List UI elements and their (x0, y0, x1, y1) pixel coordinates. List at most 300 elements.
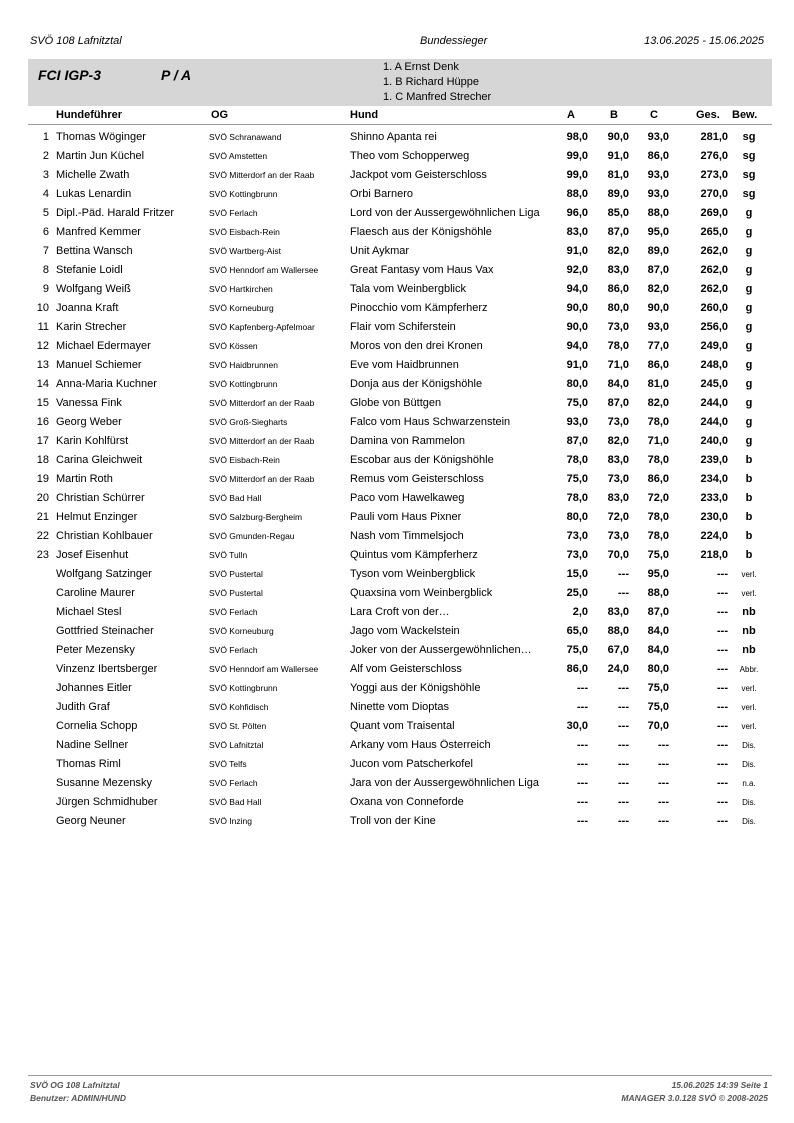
row-rating: verl. (741, 684, 757, 693)
table-row (28, 735, 772, 754)
row-score-c: 77,0 (647, 340, 669, 352)
row-og: SVÖ Hartkirchen (209, 284, 273, 294)
row-score-b: 85,0 (607, 207, 629, 219)
judge-b: 1. B Richard Hüppe (383, 76, 479, 88)
row-handler: Michelle Zwath (56, 169, 130, 181)
row-handler: Karin Strecher (56, 321, 127, 333)
row-total: 230,0 (700, 511, 728, 523)
row-score-c: 86,0 (647, 150, 669, 162)
row-score-c: 88,0 (647, 207, 669, 219)
row-score-a: --- (577, 758, 588, 770)
row-rank: 17 (36, 435, 49, 447)
row-score-c: --- (658, 796, 669, 808)
row-score-b: 24,0 (607, 663, 629, 675)
row-score-c: 93,0 (647, 169, 669, 181)
row-og: SVÖ Haidbrunnen (209, 360, 278, 370)
row-total: 234,0 (700, 473, 728, 485)
row-rating: nb (742, 625, 756, 637)
col-rating: Bew. (732, 109, 758, 121)
row-rating: Abbr. (739, 665, 759, 674)
row-rating: n.a. (742, 779, 756, 788)
row-score-b: 83,0 (607, 606, 629, 618)
row-handler: Peter Mezensky (56, 644, 135, 656)
row-score-c: 78,0 (647, 511, 669, 523)
row-dog: Shinno Apanta rei (350, 131, 437, 143)
row-rank: 19 (36, 473, 49, 485)
row-dog: Oxana von Conneforde (350, 796, 464, 808)
row-og: SVÖ Kottingbrunn (209, 189, 278, 199)
row-dog: Jackpot vom Geisterschloss (350, 169, 487, 181)
table-row (28, 583, 772, 602)
row-score-a: 78,0 (566, 492, 588, 504)
row-rating: b (745, 492, 753, 504)
col-c: C (650, 109, 658, 121)
row-handler: Judith Graf (56, 701, 110, 713)
row-rating: g (745, 416, 753, 428)
table-row (28, 146, 772, 165)
row-dog: Theo vom Schopperweg (350, 150, 470, 162)
row-score-b: 89,0 (607, 188, 629, 200)
table-row (28, 469, 772, 488)
row-score-b: 81,0 (607, 169, 629, 181)
row-og: SVÖ Mitterdorf an der Raab (209, 398, 315, 408)
table-row (28, 412, 772, 431)
row-rank: 15 (36, 397, 49, 409)
row-total: --- (717, 758, 728, 770)
row-rating: b (745, 530, 753, 542)
row-handler: Lukas Lenardin (56, 188, 132, 200)
row-dog: Joker von der Aussergewöhnlichen… (350, 644, 532, 656)
row-handler: Wolfgang Weiß (56, 283, 131, 295)
row-score-a: 90,0 (566, 321, 588, 333)
row-score-c: 81,0 (647, 378, 669, 390)
row-score-a: 73,0 (566, 530, 588, 542)
row-score-c: 80,0 (647, 663, 669, 675)
row-score-b: 83,0 (607, 454, 629, 466)
row-score-a: 93,0 (566, 416, 588, 428)
row-og: SVÖ Bad Hall (209, 493, 262, 503)
table-row (28, 127, 772, 146)
row-score-a: --- (577, 701, 588, 713)
row-score-c: 78,0 (647, 454, 669, 466)
row-total: --- (717, 777, 728, 789)
row-dog: Donja aus der Königshöhle (350, 378, 483, 390)
row-handler: Anna-Maria Kuchner (56, 378, 157, 390)
row-rank: 10 (36, 302, 49, 314)
row-handler: Vanessa Fink (56, 397, 122, 409)
results-table (28, 127, 772, 830)
row-og: SVÖ St. Pölten (209, 721, 267, 731)
row-rank: 23 (36, 549, 49, 561)
row-score-a: 87,0 (566, 435, 588, 447)
row-og: SVÖ Groß-Siegharts (209, 417, 288, 427)
row-og: SVÖ Bad Hall (209, 797, 262, 807)
row-handler: Manfred Kemmer (56, 226, 141, 238)
row-og: SVÖ Kottingbrunn (209, 683, 278, 693)
row-dog: Flaesch aus der Königshöhle (350, 226, 492, 238)
row-score-c: --- (658, 815, 669, 827)
row-rank: 6 (42, 226, 49, 238)
table-row (28, 374, 772, 393)
col-total: Ges. (696, 109, 720, 121)
table-row (28, 431, 772, 450)
footer-club: SVÖ OG 108 Lafnitztal (30, 1080, 120, 1090)
row-score-a: 88,0 (566, 188, 588, 200)
row-dog: Remus vom Geisterschloss (350, 473, 484, 485)
row-handler: Karin Kohlfürst (56, 435, 129, 447)
table-row (28, 545, 772, 564)
row-score-c: 70,0 (647, 720, 669, 732)
row-rating: sg (742, 188, 756, 200)
row-rank: 1 (42, 131, 49, 143)
row-dog: Quintus vom Kämpferherz (350, 549, 478, 561)
row-handler: Manuel Schiemer (56, 359, 142, 371)
row-score-a: --- (577, 796, 588, 808)
row-score-b: 82,0 (607, 245, 629, 257)
row-score-b: 71,0 (607, 359, 629, 371)
col-dog: Hund (350, 109, 379, 121)
row-rank: 21 (36, 511, 49, 523)
row-total: 269,0 (700, 207, 728, 219)
row-score-b: 73,0 (607, 530, 629, 542)
row-score-b: 90,0 (607, 131, 629, 143)
judges-list (383, 60, 491, 105)
row-score-a: 75,0 (566, 397, 588, 409)
row-handler: Christian Kohlbauer (56, 530, 153, 542)
row-dog: Paco vom Hawelkaweg (350, 492, 465, 504)
row-dog: Yoggi aus der Königshöhle (350, 682, 481, 694)
row-total: 256,0 (700, 321, 728, 333)
table-row (28, 564, 772, 583)
row-score-a: 2,0 (572, 606, 588, 618)
row-og: SVÖ Telfs (209, 759, 247, 769)
row-score-b: --- (618, 568, 629, 580)
row-dog: Great Fantasy vom Haus Vax (350, 264, 494, 276)
footer-user: Benutzer: ADMIN/HUND (30, 1093, 127, 1103)
row-score-c: 87,0 (647, 264, 669, 276)
row-score-a: 96,0 (566, 207, 588, 219)
row-score-c: 84,0 (647, 625, 669, 637)
table-row (28, 773, 772, 792)
row-score-c: --- (658, 758, 669, 770)
event-title: Bundessieger (420, 35, 488, 47)
row-score-b: 83,0 (607, 264, 629, 276)
row-handler: Michael Edermayer (56, 340, 151, 352)
row-score-a: --- (577, 777, 588, 789)
judge-a: 1. A Ernst Denk (383, 61, 459, 73)
row-rating: g (745, 435, 753, 447)
row-rating: g (745, 283, 753, 295)
row-score-b: 70,0 (607, 549, 629, 561)
row-handler: Helmut Enzinger (56, 511, 138, 523)
row-rank: 5 (42, 207, 49, 219)
row-og: SVÖ Schranawand (209, 132, 282, 142)
table-row (28, 488, 772, 507)
row-score-a: 91,0 (566, 359, 588, 371)
row-rank: 8 (42, 264, 49, 276)
row-score-a: 99,0 (566, 150, 588, 162)
row-rating: g (745, 302, 753, 314)
row-rating: g (745, 226, 753, 238)
row-og: SVÖ Gmunden-Regau (209, 531, 295, 541)
row-dog: Jucon vom Patscherkofel (350, 758, 473, 770)
row-score-a: 75,0 (566, 644, 588, 656)
row-total: 240,0 (700, 435, 728, 447)
row-dog: Globe von Büttgen (350, 397, 442, 409)
row-handler: Michael Stesl (56, 606, 122, 618)
row-handler: Georg Weber (56, 416, 122, 428)
row-handler: Johannes Eitler (56, 682, 132, 694)
row-handler: Dipl.-Päd. Harald Fritzer (56, 207, 174, 219)
table-row (28, 336, 772, 355)
row-score-a: --- (577, 739, 588, 751)
row-rating: g (745, 359, 753, 371)
row-score-b: 87,0 (607, 397, 629, 409)
row-score-b: 84,0 (607, 378, 629, 390)
row-score-c: --- (658, 777, 669, 789)
row-rank: 13 (36, 359, 49, 371)
row-score-c: 78,0 (647, 530, 669, 542)
table-row (28, 165, 772, 184)
row-score-b: 78,0 (607, 340, 629, 352)
row-score-b: --- (618, 815, 629, 827)
row-dog: Ninette vom Dioptas (350, 701, 450, 713)
row-og: SVÖ Mitterdorf an der Raab (209, 474, 315, 484)
row-score-c: 89,0 (647, 245, 669, 257)
row-og: SVÖ Pustertal (209, 569, 263, 579)
row-score-b: --- (618, 739, 629, 751)
row-score-c: 88,0 (647, 587, 669, 599)
row-score-a: 86,0 (566, 663, 588, 675)
row-total: 245,0 (700, 378, 728, 390)
row-rating: verl. (741, 589, 757, 598)
row-score-b: 88,0 (607, 625, 629, 637)
row-total: 270,0 (700, 188, 728, 200)
row-score-a: 91,0 (566, 245, 588, 257)
row-score-a: --- (577, 682, 588, 694)
table-row (28, 754, 772, 773)
class-label: FCI IGP-3 (38, 67, 102, 83)
row-total: --- (717, 625, 728, 637)
row-og: SVÖ Mitterdorf an der Raab (209, 436, 315, 446)
row-og: SVÖ Kottingbrunn (209, 379, 278, 389)
row-score-a: 80,0 (566, 511, 588, 523)
row-rating: verl. (741, 722, 757, 731)
event-dates: 13.06.2025 - 15.06.2025 (644, 35, 764, 47)
row-score-c: 93,0 (647, 131, 669, 143)
row-handler: Christian Schürrer (56, 492, 145, 504)
row-rank: 12 (36, 340, 49, 352)
row-dog: Jago vom Wackelstein (350, 625, 460, 637)
table-row (28, 811, 772, 830)
row-score-a: 99,0 (566, 169, 588, 181)
row-rating: g (745, 264, 753, 276)
row-score-a: 78,0 (566, 454, 588, 466)
row-score-b: 72,0 (607, 511, 629, 523)
row-dog: Arkany vom Haus Österreich (350, 739, 491, 751)
col-b: B (610, 109, 618, 121)
row-dog: Falco vom Haus Schwarzenstein (350, 416, 511, 428)
row-og: SVÖ Kössen (209, 341, 258, 351)
table-row (28, 317, 772, 336)
row-dog: Moros von den drei Kronen (350, 340, 483, 352)
row-handler: Susanne Mezensky (56, 777, 152, 789)
row-og: SVÖ Eisbach-Rein (209, 455, 280, 465)
row-rating: sg (742, 169, 756, 181)
row-total: 224,0 (700, 530, 728, 542)
row-handler: Nadine Sellner (56, 739, 129, 751)
row-total: 281,0 (700, 131, 728, 143)
row-handler: Josef Eisenhut (56, 549, 129, 561)
row-handler: Carina Gleichweit (56, 454, 143, 466)
row-handler: Georg Neuner (56, 815, 126, 827)
row-og: SVÖ Henndorf am Wallersee (209, 664, 319, 674)
row-total: --- (717, 815, 728, 827)
row-score-a: 83,0 (566, 226, 588, 238)
row-score-a: 92,0 (566, 264, 588, 276)
row-rating: b (745, 511, 753, 523)
row-dog: Unit Aykmar (350, 245, 410, 257)
row-og: SVÖ Korneuburg (209, 303, 274, 313)
row-score-a: 80,0 (566, 378, 588, 390)
row-total: --- (717, 720, 728, 732)
row-rating: g (745, 245, 753, 257)
row-dog: Quant vom Traisental (350, 720, 455, 732)
row-score-b: --- (618, 701, 629, 713)
row-score-a: 15,0 (566, 568, 588, 580)
row-score-c: 95,0 (647, 226, 669, 238)
row-total: --- (717, 606, 728, 618)
row-handler: Bettina Wansch (56, 245, 133, 257)
judge-c: 1. C Manfred Strecher (383, 91, 492, 103)
col-a: A (567, 109, 575, 121)
row-total: 248,0 (700, 359, 728, 371)
row-score-c: 82,0 (647, 283, 669, 295)
row-rank: 4 (42, 188, 49, 200)
row-score-b: 73,0 (607, 416, 629, 428)
row-rating: Dis. (742, 760, 756, 769)
row-og: SVÖ Ferlach (209, 208, 258, 218)
row-score-c: 82,0 (647, 397, 669, 409)
row-dog: Eve vom Haidbrunnen (350, 359, 459, 371)
row-score-a: 65,0 (566, 625, 588, 637)
row-score-b: --- (618, 720, 629, 732)
table-row (28, 298, 772, 317)
table-row (28, 716, 772, 735)
row-score-b: 87,0 (607, 226, 629, 238)
row-score-b: 82,0 (607, 435, 629, 447)
row-dog: Quaxsina vom Weinbergblick (350, 587, 493, 599)
table-row (28, 697, 772, 716)
row-rating: g (745, 207, 753, 219)
row-score-a: 30,0 (566, 720, 588, 732)
row-score-a: 73,0 (566, 549, 588, 561)
row-rating: Dis. (742, 741, 756, 750)
row-score-b: 73,0 (607, 321, 629, 333)
row-og: SVÖ Amstetten (209, 151, 268, 161)
row-handler: Joanna Kraft (56, 302, 119, 314)
row-score-c: 93,0 (647, 188, 669, 200)
row-og: SVÖ Wartberg-Aist (209, 246, 281, 256)
table-row (28, 241, 772, 260)
row-total: 276,0 (700, 150, 728, 162)
row-total: --- (717, 644, 728, 656)
table-row (28, 450, 772, 469)
row-dog: Jara von der Aussergewöhnlichen Liga (350, 777, 539, 789)
row-score-c: 90,0 (647, 302, 669, 314)
row-dog: Lara Croft von der… (350, 606, 450, 618)
table-row (28, 222, 772, 241)
row-og: SVÖ Eisbach-Rein (209, 227, 280, 237)
row-rank: 2 (42, 150, 49, 162)
footer-timestamp-page: 15.06.2025 14:39 Seite 1 (671, 1080, 768, 1090)
row-rank: 20 (36, 492, 49, 504)
row-score-c: 72,0 (647, 492, 669, 504)
row-score-c: 84,0 (647, 644, 669, 656)
row-rating: verl. (741, 703, 757, 712)
row-og: SVÖ Ferlach (209, 607, 258, 617)
row-score-a: 94,0 (566, 283, 588, 295)
row-rating: g (745, 397, 753, 409)
row-dog: Lord von der Aussergewöhnlichen Liga (350, 207, 540, 219)
row-og: SVÖ Kapfenberg-Apfelmoar (209, 322, 315, 332)
footer-divider (28, 1075, 772, 1076)
table-row (28, 678, 772, 697)
row-rating: Dis. (742, 798, 756, 807)
row-rating: Dis. (742, 817, 756, 826)
row-total: 262,0 (700, 245, 728, 257)
table-row (28, 621, 772, 640)
row-og: SVÖ Kohfidisch (209, 702, 269, 712)
row-score-a: 75,0 (566, 473, 588, 485)
row-total: --- (717, 568, 728, 580)
table-row (28, 507, 772, 526)
row-dog: Flair vom Schiferstein (350, 321, 456, 333)
row-handler: Wolfgang Satzinger (56, 568, 152, 580)
column-header (28, 109, 772, 123)
row-og: SVÖ Inzing (209, 816, 252, 826)
table-row (28, 203, 772, 222)
row-score-b: --- (618, 758, 629, 770)
row-score-b: 73,0 (607, 473, 629, 485)
row-score-b: 67,0 (607, 644, 629, 656)
row-rank: 3 (42, 169, 49, 181)
row-rank: 7 (42, 245, 49, 257)
row-handler: Gottfried Steinacher (56, 625, 154, 637)
row-og: SVÖ Mitterdorf an der Raab (209, 170, 315, 180)
row-handler: Stefanie Loidl (56, 264, 123, 276)
row-rating: sg (742, 131, 756, 143)
row-handler: Vinzenz Ibertsberger (56, 663, 158, 675)
row-rank: 16 (36, 416, 49, 428)
row-rank: 22 (36, 530, 49, 542)
row-handler: Jürgen Schmidhuber (56, 796, 158, 808)
row-dog: Escobar aus der Königshöhle (350, 454, 494, 466)
class-band (28, 59, 772, 106)
row-dog: Tyson vom Weinbergblick (350, 568, 476, 580)
row-score-c: 86,0 (647, 359, 669, 371)
row-handler: Cornelia Schopp (56, 720, 138, 732)
row-rating: b (745, 454, 753, 466)
row-total: 244,0 (700, 416, 728, 428)
table-row (28, 393, 772, 412)
row-og: SVÖ Henndorf am Wallersee (209, 265, 319, 275)
row-handler: Martin Jun Küchel (56, 150, 145, 162)
table-row (28, 602, 772, 621)
table-row (28, 279, 772, 298)
footer-version: MANAGER 3.0.128 SVÖ © 2008-2025 (621, 1093, 768, 1103)
row-total: 262,0 (700, 264, 728, 276)
